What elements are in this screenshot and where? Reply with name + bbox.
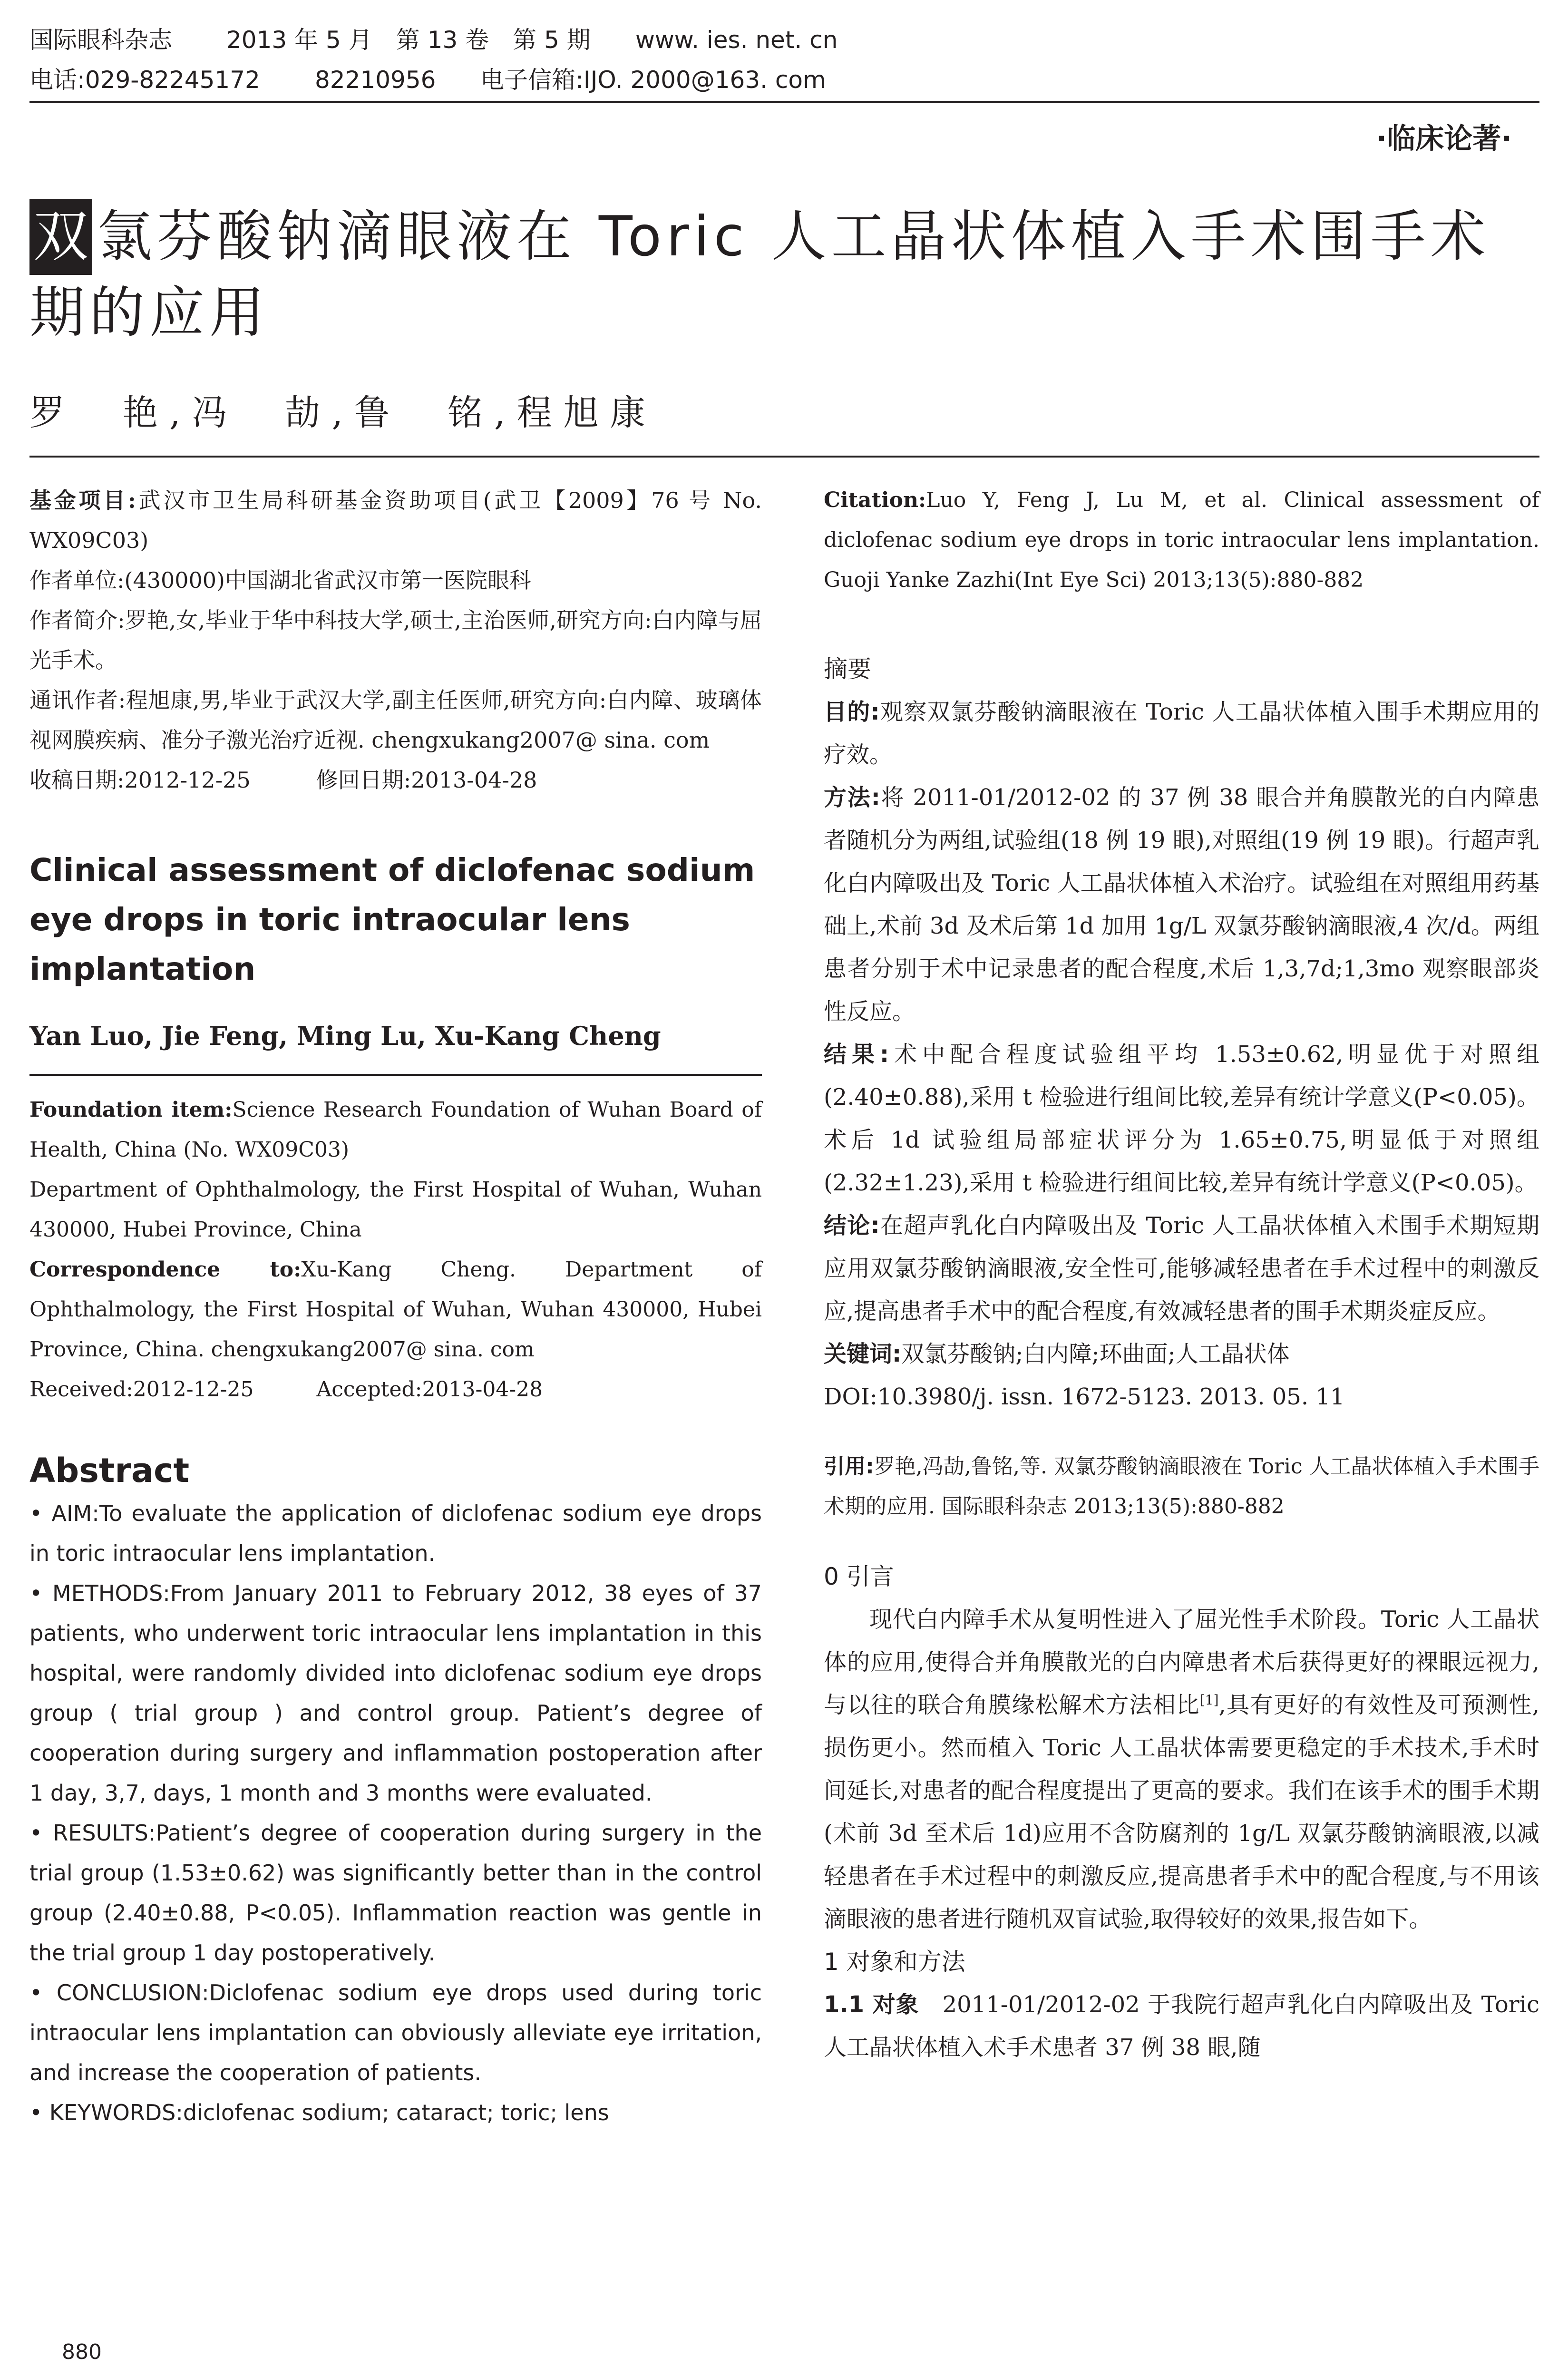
abstract-en-heading: Abstract: [29, 1451, 190, 1490]
citation-cn-text: 罗艳,冯劼,鲁铭,等. 双氯芬酸钠滴眼液在 Toric 人工晶状体植入手术围手术期的应用. 国际眼科杂志 2013;13(5):880-882: [824, 1454, 1539, 1519]
abstract-en-aim: [29, 1493, 762, 1573]
methods-subjects: [824, 1983, 1539, 2069]
right-column: [824, 480, 1539, 2069]
intro-text-a: 现代白内障手术从复明性进入了屈光性手术阶段。Toric 人工晶状体的应用,使得合并角膜散光的白内障患者术后获得更好的裸眼远视力,与以往的联合角膜缘松解术方法相比: [824, 1606, 1539, 1718]
abstract-cn-aim: [824, 691, 1539, 776]
en-meta-correspondence-label: Correspondence to:: [29, 1257, 302, 1282]
abstract-en-methods: [29, 1573, 762, 1813]
abstract-cn-body: [824, 691, 1539, 1418]
abstract-cn-aim-text: 观察双氯芬酸钠滴眼液在 Toric 人工晶状体植入围手术期应用的疗效。: [824, 699, 1539, 768]
abstract-cn-conclusion-label: 结论:: [824, 1212, 880, 1239]
en-meta-correspondence-text: Xu-Kang Cheng. Department of Ophthalmology, the First Hospital of Wuhan, Wuhan 430000, Hubei Province, China. chengxukang2007@ sina. com: [29, 1257, 762, 1362]
intro-heading: 0 引言: [824, 1563, 894, 1590]
abstract-cn-keywords: [824, 1333, 1539, 1375]
section-tag: ·临床论著·: [1376, 122, 1512, 156]
en-authors-rule: [29, 1074, 762, 1076]
abstract-cn-methods-text: 将 2011-01/2012-02 的 37 例 38 眼合并角膜散光的白内障患者随机分为两组,试验组(18 例 19 眼),对照组(19 例 19 眼)。行超声乳化白内障吸出及 Toric 人工晶状体植入术治疗。试验组在对照组用药基础上,术前 3d 及术后第 1d 加用 1g/L 双氯芬酸钠滴眼液,4 次/d。两组患者分别于术中记录患者的配合程度,术后 1,3,7d;1,3mo 观察眼部炎性反应。: [824, 784, 1539, 1025]
intro-reference-1[interactable]: [1]: [1199, 1692, 1219, 1708]
citation-cn: [824, 1447, 1539, 1527]
abstract-en-keywords-label: • KEYWORDS:: [29, 2100, 183, 2125]
left-column: [29, 480, 762, 2133]
cn-meta-block: [29, 480, 762, 800]
issue-info: 2013 年 5 月 第 13 卷 第 5 期: [226, 26, 591, 54]
en-meta-block: [29, 1090, 762, 1410]
intro-paragraph: [824, 1598, 1539, 1940]
abstract-en-keywords: [29, 2093, 762, 2133]
cn-meta-bio: 作者简介:罗艳,女,毕业于华中科技大学,硕士,主治医师,研究方向:白内障与屈光手术。: [29, 607, 762, 673]
abstract-en-results: [29, 1813, 762, 1973]
methods-heading: 1 对象和方法: [824, 1948, 965, 1976]
en-meta-foundation-text: Science Research Foundation of Wuhan Board of Health, China (No. WX09C03): [29, 1098, 762, 1162]
abstract-en-results-label: • RESULTS:: [29, 1820, 156, 1846]
citation-en: [824, 480, 1539, 600]
methods-subjects-text: 2011-01/2012-02 于我院行超声乳化白内障吸出及 Toric 人工晶状体植入术手术患者 37 例 38 眼,随: [824, 1991, 1539, 2061]
methods-subjects-label: 1.1 对象: [824, 1991, 919, 2018]
intro-text-b: ,具有更好的有效性及可预测性,损伤更小。然而植入 Toric 人工晶状体需要更稳定的手术技术,手术时间延长,对患者的配合程度提出了更高的要求。我们在该手术的围手术期(术前 3d 至术后 1d)应用不含防腐剂的 1g/L 双氯芬酸钠滴眼液,以减轻患者在手术过程中的刺激反应,提高患者手术中的配合程度,与不用该滴眼液的患者进行随机双盲试验,取得较好的效果,报告如下。: [824, 1692, 1539, 1932]
title-line-1: [29, 199, 1539, 275]
journal-website[interactable]: www. ies. net. cn: [635, 26, 838, 54]
abstract-cn-doi[interactable]: DOI:10.3980/j. issn. 1672-5123. 2013. 05. 11: [824, 1383, 1345, 1410]
abstract-en-methods-text: From January 2011 to February 2012, 38 eyes of 37 patients, who underwent toric intraocular lens implantation in this hospital, were randomly divided into diclofenac sodium eye drops group ( trial group ) and control group. Patient’s degree of cooperation during surgery and inflammation postoperation after 1 day, 3,7, days, 1 month and 3 months were evaluated.: [29, 1580, 762, 1806]
page-number: 880: [62, 2340, 102, 2364]
title-line-2: 期的应用: [29, 281, 269, 345]
abstract-cn-conclusion: [824, 1204, 1539, 1333]
abstract-en-methods-label: • METHODS:: [29, 1580, 170, 1606]
cn-meta-affiliation: 作者单位:(430000)中国湖北省武汉市第一医院眼科: [29, 567, 531, 593]
abstract-cn-results: [824, 1033, 1539, 1204]
abstract-cn-methods-label: 方法:: [824, 784, 880, 811]
title-rule: [29, 456, 1539, 458]
english-authors: Yan Luo, Jie Feng, Ming Lu, Xu-Kang Cheng: [29, 1021, 661, 1051]
abstract-en-body: [29, 1493, 762, 2133]
header-rule: [29, 101, 1539, 103]
abstract-en-aim-text: To evaluate the application of diclofenac sodium eye drops in toric intraocular lens implantation.: [29, 1500, 762, 1566]
en-meta-foundation: [29, 1090, 762, 1170]
en-meta-department: Department of Ophthalmology, the First Hospital of Wuhan, Wuhan 430000, Hubei Province, China: [29, 1178, 762, 1242]
article-title: [29, 199, 1539, 351]
abstract-cn-conclusion-text: 在超声乳化白内障吸出及 Toric 人工晶状体植入术围手术期短期应用双氯芬酸钠滴眼液,安全性可,能够减轻患者在手术过程中的刺激反应,提高患者手术中的配合程度,有效减轻患者的围手术期炎症反应。: [824, 1212, 1539, 1325]
en-meta-foundation-label: Foundation item:: [29, 1098, 233, 1122]
title-line-1-text: 氯芬酸钠滴眼液在 Toric 人工晶状体植入手术围手术: [97, 205, 1490, 269]
abstract-en-aim-label: • AIM:: [29, 1500, 99, 1526]
abstract-en-conclusion: [29, 1973, 762, 2093]
abstract-cn-results-label: 结果:: [824, 1041, 889, 1068]
cn-meta-funding-text: 武汉市卫生局科研基金资助项目(武卫【2009】76 号 No. WX09C03): [29, 487, 762, 553]
abstract-cn-results-text: 术中配合程度试验组平均 1.53±0.62,明显优于对照组(2.40±0.88),采用 t 检验进行组间比较,差异有统计学意义(P<0.05)。术后 1d 试验组局部症状评分为 1.65±0.75,明显低于对照组(2.32±1.23),采用 t 检验进行组间比较,差异有统计学意义(P<0.05)。: [824, 1041, 1539, 1196]
authors-cn: 罗 艳,冯 劼,鲁 铭,程旭康: [29, 392, 657, 433]
abstract-en-results-text: Patient’s degree of cooperation during surgery in the trial group (1.53±0.62) was significantly better than in the control group (2.40±0.88, P<0.05). Inflammation reaction was gentle in the trial group 1 day postoperatively.: [29, 1820, 762, 1966]
journal-phone-2: 82210956: [315, 66, 436, 94]
abstract-cn-keywords-label: 关键词:: [824, 1341, 902, 1367]
abstract-cn-keywords-text: 双氯芬酸钠;白内障;环曲面;人工晶状体: [901, 1341, 1290, 1367]
journal-phone: 电话:029-82245172: [29, 66, 260, 94]
en-meta-dates: Received:2012-12-25 Accepted:2013-04-28: [29, 1377, 543, 1402]
abstract-en-keywords-text: diclofenac sodium; cataract; toric; lens: [183, 2100, 609, 2125]
journal-email: 电子信箱:IJO. 2000@163. com: [480, 66, 826, 94]
abstract-cn-heading: 摘要: [824, 655, 871, 683]
abstract-en-conclusion-text: Diclofenac sodium eye drops used during toric intraocular lens implantation can obviously alleviate eye irritation, and increase the cooperation of patients.: [29, 1980, 762, 2085]
cn-meta-funding: [29, 480, 762, 560]
cn-meta-correspondence: 通讯作者:程旭康,男,毕业于武汉大学,副主任医师,研究方向:白内障、玻璃体视网膜疾病、准分子激光治疗近视. chengxukang2007@ sina. com: [29, 687, 762, 753]
title-initial-char: 双: [29, 199, 92, 275]
abstract-cn-aim-label: 目的:: [824, 699, 880, 725]
abstract-cn-methods: [824, 776, 1539, 1033]
citation-en-text: Luo Y, Feng J, Lu M, et al. Clinical assessment of diclofenac sodium eye drops in toric intraocular lens implantation. Guoji Yanke Zazhi(Int Eye Sci) 2013;13(5):880-882: [824, 488, 1539, 592]
en-meta-correspondence: [29, 1250, 762, 1370]
abstract-en-conclusion-label: • CONCLUSION:: [29, 1980, 209, 2006]
journal-name: 国际眼科杂志: [29, 26, 172, 54]
cn-meta-funding-label: 基金项目:: [29, 487, 136, 513]
english-title: Clinical assessment of diclofenac sodium eye drops in toric intraocular lens implantation: [29, 852, 755, 987]
citation-cn-label: 引用:: [824, 1454, 874, 1479]
citation-en-label: Citation:: [824, 488, 926, 512]
cn-meta-dates: 收稿日期:2012-12-25 修回日期:2013-04-28: [29, 767, 537, 793]
